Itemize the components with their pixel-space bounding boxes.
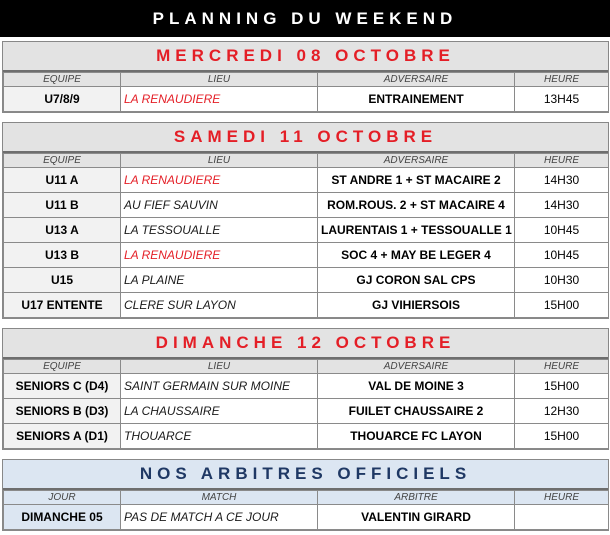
table-arbitres: [3, 490, 609, 530]
table-row: [4, 399, 609, 424]
col-header-adversaire: ADVERSAIRE: [318, 360, 515, 374]
cell-equipe: SENIORS C (D4): [4, 374, 121, 399]
col-header-lieu: LIEU: [121, 73, 318, 87]
col-header-heure: HEURE: [515, 360, 609, 374]
table-row: [4, 293, 609, 318]
cell-adversaire: SOC 4 + MAY BE LEGER 4: [318, 243, 515, 268]
cell-heure: 10H45: [515, 243, 609, 268]
cell-lieu: LA PLAINE: [121, 268, 318, 293]
cell-equipe: SENIORS B (D3): [4, 399, 121, 424]
col-header-heure: HEURE: [515, 73, 609, 87]
col-header-lieu: LIEU: [121, 154, 318, 168]
table-row: [4, 268, 609, 293]
table-row: [4, 87, 609, 112]
col-header-equipe: EQUIPE: [4, 360, 121, 374]
col-header-adversaire: ADVERSAIRE: [318, 154, 515, 168]
table-row: [4, 505, 609, 530]
cell-lieu: LA RENAUDIERE: [121, 168, 318, 193]
page-banner: PLANNING DU WEEKEND: [0, 0, 610, 37]
section-title-arbitres: NOS ARBITRES OFFICIELS: [3, 460, 608, 490]
col-header-jour: JOUR: [4, 491, 121, 505]
cell-equipe: U17 ENTENTE: [4, 293, 121, 318]
cell-heure: 10H30: [515, 268, 609, 293]
cell-equipe: U13 A: [4, 218, 121, 243]
cell-equipe: U7/8/9: [4, 87, 121, 112]
col-header-lieu: LIEU: [121, 360, 318, 374]
cell-adversaire: GJ VIHIERSOIS: [318, 293, 515, 318]
cell-adversaire: LAURENTAIS 1 + TESSOUALLE 1: [318, 218, 515, 243]
table-row: [4, 168, 609, 193]
cell-match: PAS DE MATCH A CE JOUR: [121, 505, 318, 530]
section-samedi: [2, 122, 609, 319]
cell-heure: 14H30: [515, 193, 609, 218]
cell-lieu: CLERE SUR LAYON: [121, 293, 318, 318]
table-row: [4, 374, 609, 399]
cell-lieu: AU FIEF SAUVIN: [121, 193, 318, 218]
section-mercredi: [2, 41, 609, 113]
cell-heure: 14H30: [515, 168, 609, 193]
cell-lieu: LA RENAUDIERE: [121, 87, 318, 112]
cell-adversaire: ENTRAINEMENT: [318, 87, 515, 112]
table-row: [4, 193, 609, 218]
col-header-heure: HEURE: [515, 154, 609, 168]
cell-heure: 10H45: [515, 218, 609, 243]
table-samedi: [3, 153, 609, 318]
cell-adversaire: ST ANDRE 1 + ST MACAIRE 2: [318, 168, 515, 193]
cell-adversaire: THOUARCE FC LAYON: [318, 424, 515, 449]
col-header-heure: HEURE: [515, 491, 609, 505]
cell-lieu: LA RENAUDIERE: [121, 243, 318, 268]
col-header-equipe: EQUIPE: [4, 73, 121, 87]
cell-equipe: U15: [4, 268, 121, 293]
cell-equipe: U11 B: [4, 193, 121, 218]
section-dimanche: [2, 328, 609, 450]
cell-heure: 15H00: [515, 293, 609, 318]
cell-lieu: THOUARCE: [121, 424, 318, 449]
cell-heure: 12H30: [515, 399, 609, 424]
cell-jour: DIMANCHE 05: [4, 505, 121, 530]
cell-equipe: U13 B: [4, 243, 121, 268]
section-title-dimanche: DIMANCHE 12 OCTOBRE: [3, 329, 608, 359]
cell-heure: 15H00: [515, 424, 609, 449]
col-header-match: MATCH: [121, 491, 318, 505]
table-row: [4, 424, 609, 449]
col-header-equipe: EQUIPE: [4, 154, 121, 168]
table-dimanche: [3, 359, 609, 449]
cell-lieu: SAINT GERMAIN SUR MOINE: [121, 374, 318, 399]
cell-adversaire: VAL DE MOINE 3: [318, 374, 515, 399]
cell-equipe: U11 A: [4, 168, 121, 193]
section-title-samedi: SAMEDI 11 OCTOBRE: [3, 123, 608, 153]
col-header-arbitre: ARBITRE: [318, 491, 515, 505]
cell-lieu: LA CHAUSSAIRE: [121, 399, 318, 424]
section-arbitres: [2, 459, 609, 531]
table-row: [4, 218, 609, 243]
cell-heure: 13H45: [515, 87, 609, 112]
section-title-mercredi: MERCREDI 08 OCTOBRE: [3, 42, 608, 72]
table-mercredi: [3, 72, 609, 112]
cell-arbitre: VALENTIN GIRARD: [318, 505, 515, 530]
cell-lieu: LA TESSOUALLE: [121, 218, 318, 243]
col-header-adversaire: ADVERSAIRE: [318, 73, 515, 87]
cell-adversaire: FUILET CHAUSSAIRE 2: [318, 399, 515, 424]
cell-equipe: SENIORS A (D1): [4, 424, 121, 449]
cell-adversaire: GJ CORON SAL CPS: [318, 268, 515, 293]
table-row: [4, 243, 609, 268]
cell-heure: [515, 505, 609, 530]
cell-heure: 15H00: [515, 374, 609, 399]
cell-adversaire: ROM.ROUS. 2 + ST MACAIRE 4: [318, 193, 515, 218]
